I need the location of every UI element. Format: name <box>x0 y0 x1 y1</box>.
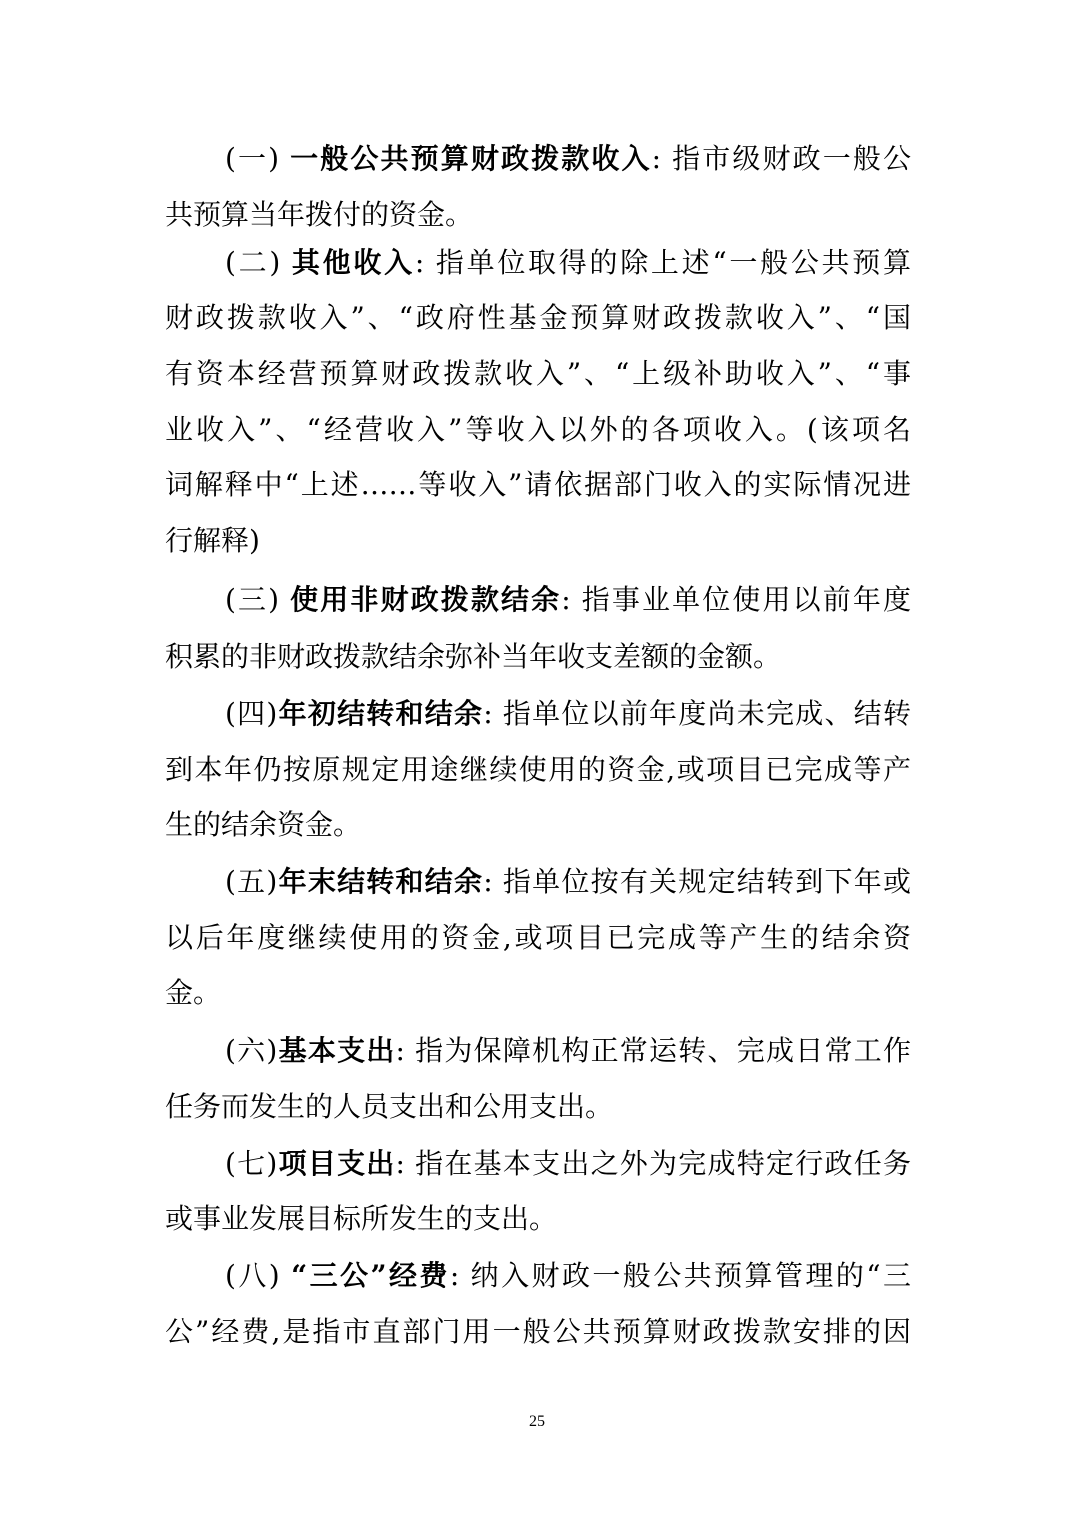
item-text: 指单位取得的除上述“一般公共预算 <box>435 246 911 279</box>
item-colon: : <box>561 583 571 616</box>
item-colon: : <box>449 1259 460 1292</box>
paragraph-5-line-3: 金。 <box>165 976 222 1009</box>
item-number: (五) <box>225 865 278 898</box>
item-number: (二) <box>225 246 281 279</box>
paragraph-6-line-1 <box>225 1031 911 1071</box>
paragraph-3-line-1 <box>225 580 911 620</box>
item-text: 指在基本支出之外为完成特定行政任务 <box>415 1147 911 1180</box>
item-colon: : <box>395 1034 405 1067</box>
item-colon: : <box>651 142 662 175</box>
paragraph-7-line-2: 或事业发展目标所发生的支出。 <box>165 1202 558 1235</box>
item-colon: : <box>395 1147 405 1180</box>
item-number: (四) <box>225 697 278 730</box>
paragraph-2-line-5: 词解释中“上述……等收入”请依据部门收入的实际情况进 <box>165 468 911 501</box>
paragraph-4-line-2: 到本年仍按原规定用途继续使用的资金,或项目已完成等产 <box>165 753 911 786</box>
paragraph-1-line-1 <box>225 139 911 179</box>
paragraph-2-line-3: 有资本经营预算财政拨款收入”、“上级补助收入”、“事 <box>165 357 911 390</box>
item-term: 其他收入 <box>291 246 415 279</box>
item-number: (六) <box>225 1034 278 1067</box>
paragraph-6-line-2: 任务而发生的人员支出和公用支出。 <box>165 1090 614 1123</box>
paragraph-4-line-3: 生的结余资金。 <box>165 808 362 841</box>
item-text: 指事业单位使用以前年度 <box>581 583 911 616</box>
item-number: (八) <box>225 1259 280 1292</box>
paragraph-8-line-2: 公”经费,是指市直部门用一般公共预算财政拨款安排的因 <box>165 1315 911 1348</box>
item-colon: : <box>483 865 493 898</box>
item-term: 基本支出 <box>277 1034 396 1067</box>
item-number: (三) <box>225 583 280 616</box>
paragraph-2-line-4: 业收入”、“经营收入”等收入以外的各项收入。(该项名 <box>165 413 911 446</box>
item-text: 指单位以前年度尚未完成、结转 <box>502 697 911 730</box>
item-colon: : <box>483 697 493 730</box>
item-text: 指市级财政一般公 <box>672 142 911 175</box>
paragraph-4-line-1 <box>225 694 911 734</box>
item-colon: : <box>414 246 425 279</box>
item-text: 指为保障机构正常运转、完成日常工作 <box>415 1034 911 1067</box>
item-number: (一) <box>225 142 280 175</box>
paragraph-5-line-1 <box>225 862 911 902</box>
paragraph-5-line-2: 以后年度继续使用的资金,或项目已完成等产生的结余资 <box>165 921 911 954</box>
item-term: 项目支出 <box>277 1147 396 1180</box>
paragraph-2-line-2: 财政拨款收入”、“政府性基金预算财政拨款收入”、“国 <box>165 301 911 334</box>
item-text: 指单位按有关规定结转到下年或 <box>502 865 911 898</box>
item-term: 年末结转和结余 <box>277 865 484 898</box>
paragraph-1-line-2: 共预算当年拨付的资金。 <box>165 198 474 231</box>
paragraph-2-line-1 <box>225 243 911 283</box>
item-term: 使用非财政拨款结余 <box>290 583 562 616</box>
item-text: 纳入财政一般公共预算管理的“三 <box>470 1259 912 1292</box>
paragraph-3-line-2: 积累的非财政拨款结余弥补当年收支差额的金额。 <box>165 640 782 673</box>
paragraph-2-line-6: 行解释) <box>165 524 260 557</box>
item-term: “三公”经费 <box>291 1259 450 1292</box>
item-number: (七) <box>225 1147 278 1180</box>
paragraph-7-line-1 <box>225 1144 911 1184</box>
paragraph-8-line-1 <box>225 1256 911 1296</box>
page-number: 25 <box>529 1413 545 1430</box>
item-term: 一般公共预算财政拨款收入 <box>290 142 652 175</box>
item-term: 年初结转和结余 <box>277 697 484 730</box>
